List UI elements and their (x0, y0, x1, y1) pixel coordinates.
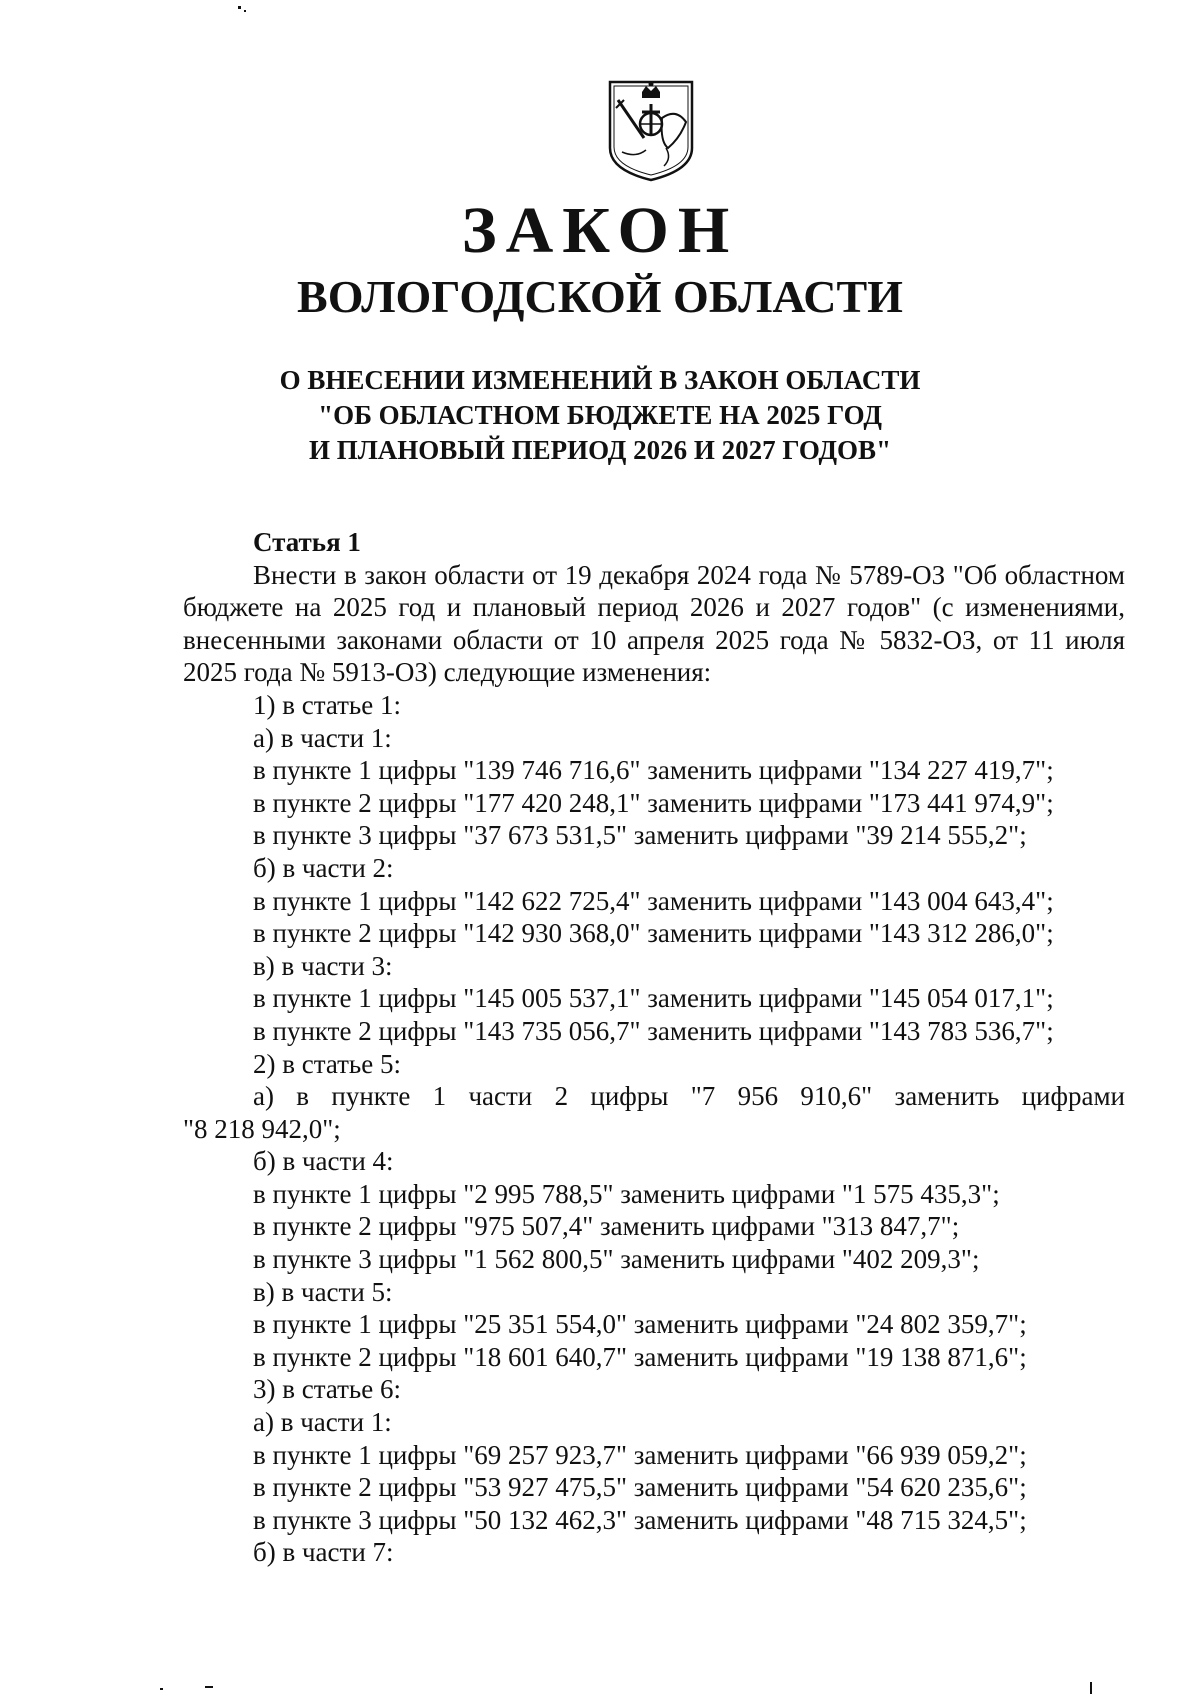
list-item: б) в части 2: (253, 852, 394, 883)
list-item: в пункте 2 цифры "143 735 056,7" заменить цифрами "143 783 536,7"; (253, 1015, 1054, 1046)
list-item: в) в части 3: (253, 950, 393, 981)
list-item: в пункте 1 цифры "145 005 537,1" заменить цифрами "145 054 017,1"; (253, 983, 1054, 1014)
list-item: в пункте 2 цифры "18 601 640,7" заменить цифрами "19 138 871,6"; (253, 1341, 1027, 1372)
list-item: в пункте 1 цифры "2 995 788,5" заменить цифрами "1 575 435,3"; (253, 1178, 1000, 1209)
list-item: в пункте 1 цифры "139 746 716,6" заменить цифрами "134 227 419,7"; (253, 755, 1054, 786)
list-item: б) в части 7: (253, 1537, 394, 1568)
list-item: в) в части 5: (253, 1276, 393, 1307)
law-region: ВОЛОГОДСКОЙ ОБЛАСТИ (297, 271, 903, 322)
list-item: 1) в статье 1: (253, 689, 401, 720)
list-item-text: а) в пункте 1 части 2 цифры "7 956 910,6" заменить цифрами (253, 1081, 1125, 1112)
list-item-continuation: "8 218 942,0"; (183, 1113, 341, 1144)
list-item: а) в части 1: (253, 722, 392, 753)
list-item: в пункте 2 цифры "177 420 248,1" заменить цифрами "173 441 974,9"; (253, 787, 1054, 818)
scan-speck (205, 1686, 213, 1688)
law-title: ЗАКОН (461, 194, 739, 267)
law-subject (0, 363, 1200, 468)
list-item: в пункте 2 цифры "975 507,4" заменить цифрами "313 847,7"; (253, 1211, 960, 1242)
scan-speck (160, 1688, 163, 1690)
list-item: в пункте 1 цифры "69 257 923,7" заменить цифрами "66 939 059,2"; (253, 1439, 1027, 1470)
list-item: 3) в статье 6: (253, 1374, 401, 1405)
subject-line: О ВНЕСЕНИИ ИЗМЕНЕНИЙ В ЗАКОН ОБЛАСТИ (279, 365, 921, 395)
subject-line: "ОБ ОБЛАСТНОМ БЮДЖЕТЕ НА 2025 ГОД (318, 400, 882, 430)
coat-of-arms-icon (606, 78, 696, 182)
list-item-wrapped (183, 1080, 1125, 1113)
list-item: а) в части 1: (253, 1407, 392, 1438)
scan-speck (238, 6, 241, 9)
list-item: в пункте 1 цифры "25 351 554,0" заменить цифрами "24 802 359,7"; (253, 1309, 1027, 1340)
list-item: в пункте 3 цифры "37 673 531,5" заменить цифрами "39 214 555,2"; (253, 820, 1027, 851)
subject-line: И ПЛАНОВЫЙ ПЕРИОД 2026 И 2027 ГОДОВ" (308, 435, 892, 465)
list-item: в пункте 3 цифры "1 562 800,5" заменить цифрами "402 209,3"; (253, 1244, 980, 1275)
list-item: в пункте 2 цифры "53 927 475,5" заменить цифрами "54 620 235,6"; (253, 1472, 1027, 1503)
list-item: б) в части 4: (253, 1146, 394, 1177)
list-item: в пункте 3 цифры "50 132 462,3" заменить цифрами "48 715 324,5"; (253, 1504, 1027, 1535)
list-item: 2) в статье 5: (253, 1048, 401, 1079)
list-item: в пункте 1 цифры "142 622 725,4" заменить цифрами "143 004 643,4"; (253, 885, 1054, 916)
document-body (183, 526, 1125, 1569)
scan-speck (244, 10, 246, 12)
article-intro: Внести в закон области от 19 декабря 2024 года № 5789-ОЗ "Об областном бюджете на 2025 год и плановый период 2026 и 2027 годов" (с изменениями, внесенными законами области от 10 апреля 2025 года № 5832-ОЗ, от 11 июля 2025 года № 5913-ОЗ) следующие изменения: (183, 559, 1125, 688)
scan-speck (1090, 1682, 1092, 1694)
list-item: в пункте 2 цифры "142 930 368,0" заменить цифрами "143 312 286,0"; (253, 918, 1054, 949)
article-heading: Статья 1 (253, 527, 361, 557)
